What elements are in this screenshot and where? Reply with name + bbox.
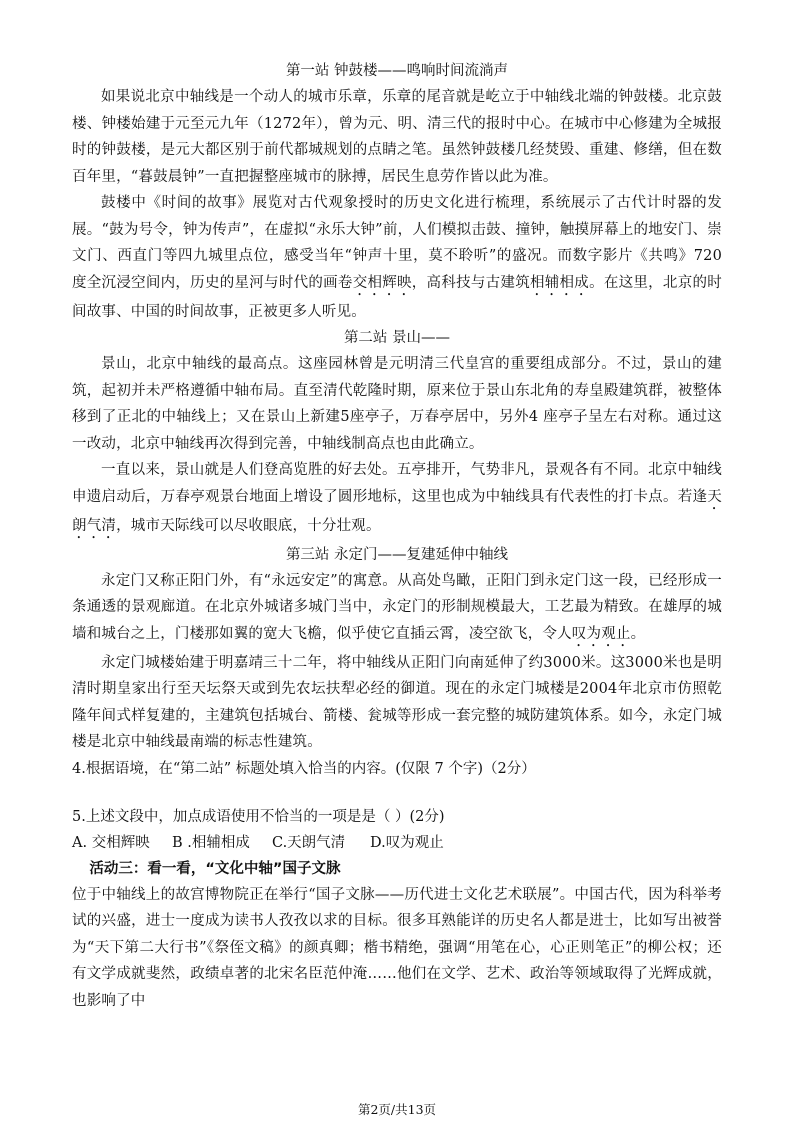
question-5: 5.上述文段中，加点成语使用不恰当的一项是是（ ）(2分) [72,808,445,825]
question-5-options [72,830,722,856]
text-run: 永定门又称正阳门外，有“永远安定”的寓意。从高处鸟瞰，正阳门到永定门这一段，已经形成一条通透的景观廊道。在北京外城诸多城门当中，永定门的形制规模最大，工艺最为精致。在雄厚的城墙和城台之上，门楼那如翼的宽大飞檐，似乎使它直插云霄，凌空欲飞，令人 [72,572,722,642]
dotted-idiom-a: 交相辉映 [352,274,412,291]
text-run: 一直以来，景山就是人们登高览胜的好去处。五亭排开，气势非凡，景观各有不同。北京中轴线申遗启动后，万春亭观景台地面上增设了圆形地标，这里也成为中轴线具有代表性的打卡点。若逢 [72,462,722,505]
text-run: ，高科技与古建筑 [411,274,530,291]
dotted-idiom-b: 相辅相成 [529,274,590,291]
option-c: C.天朗气清 [272,834,346,851]
dotted-idiom-d: 叹为观止 [571,625,631,642]
station2-paragraph-1: 景山，北京中轴线的最高点。这座园林曾是元明清三代皇宫的重要组成部分。不过，景山的建筑，起初并未严格遵循中轴布局。直至清代乾隆时期，原来位于景山东北角的寿皇殿建筑群，被整体移到了正北的中轴线上；又在景山上新建5座亭子，万春亭居中，另外4 座亭子呈左右对称。通过这一改动，北京中轴线再次得到完善，中轴线制高点也由此确立。 [72,356,722,452]
text-run: ，城市天际线可以尽收眼底，十分壮观。 [116,517,381,534]
option-b: B .相辅相成 [172,834,250,851]
station1-paragraph-1: 如果说北京中轴线是一个动人的城市乐章，乐章的尾音就是屹立于中轴线北端的钟鼓楼。北京鼓楼、钟楼始建于元至元九年（1272年），曾为元、明、清三代的报时中心。在城市中心修建为全城报时的钟鼓楼，是元大都区别于前代都城规划的点睛之笔。虽然钟鼓楼几经焚毁、重建、修缮，但在数百年里，“暮鼓晨钟”一直把握整座城市的脉搏，居民生息劳作皆以此为准。 [72,89,722,185]
answer-space [72,782,722,804]
dotted-idiom-c: 天朗气清 [72,488,722,534]
option-a: A. 交相辉映 [72,834,150,851]
station3-title: 第三站 永定门——复建延伸中轴线 [285,546,509,563]
station2-title: 第二站 景山—— [343,330,451,346]
station3-paragraph-2: 永定门城楼始建于明嘉靖三十二年，将中轴线从正阳门向南延伸了约3000米。这3000米也是明清时期皇家出行至天坛祭天或到先农坛扶犁必经的御道。现在的永定门城楼是2004年北京市仿照乾隆年间式样复建的，主建筑包括城台、箭楼、瓮城等形成一套完整的城防建筑体系。如今，永定门城楼是北京中轴线最南端的标志性建筑。 [72,654,722,750]
text-run: 。在这里，北京的时间故事、中国的时间故事，正被更多人听见。 [72,274,722,320]
station1-paragraph-2 [72,190,722,325]
question-4: 4.根据语境，在“第二站” 标题处填入恰当的内容。(仅限 7 个字)（2分） [72,760,536,777]
activity3-title: 活动三：看一看，“文化中轴”国子文脉 [89,860,341,877]
exam-page [72,58,722,1014]
station1-title: 第一站 钟鼓楼——鸣响时间流淌声 [285,63,509,79]
text-run: 。 [630,625,646,642]
station2-paragraph-2 [72,457,722,542]
station3-paragraph-1 [72,568,722,650]
text-run: 鼓楼中《时间的故事》展览对古代观象授时的历史文化进行梳理，系统展示了古代计时器的发展。“鼓为号令，钟为传声”，在虚拟“永乐大钟”前，人们模拟击鼓、撞钟，触摸屏幕上的地安门、崇文门、西直门等四九城里点位，感受当年“钟声十里，莫不聆听”的盛况。而数字影片《共鸣》720 度全沉浸空间内，历史的星河与时代的画卷 [72,195,722,291]
page-number: 第2页/共13页 [357,1102,437,1117]
activity3-paragraph: 位于中轴线上的故宫博物院正在举行“国子文脉——历代进士文化艺术联展”。中国古代，因为科举考试的兴盛，进士一度成为读书人孜孜以求的目标。很多耳熟能详的历史名人都是进士，比如写出被誉为“天下第二大行书”《祭侄文稿》的颜真卿；楷书精绝，强调“用笔在心，心正则笔正”的柳公权；还有文学成就斐然，政绩卓著的北宋名臣范仲淹……他们在文学、艺术、政治等领域取得了光辉成就，也影响了中 [72,886,722,1009]
option-d: D.叹为观止 [370,834,444,851]
